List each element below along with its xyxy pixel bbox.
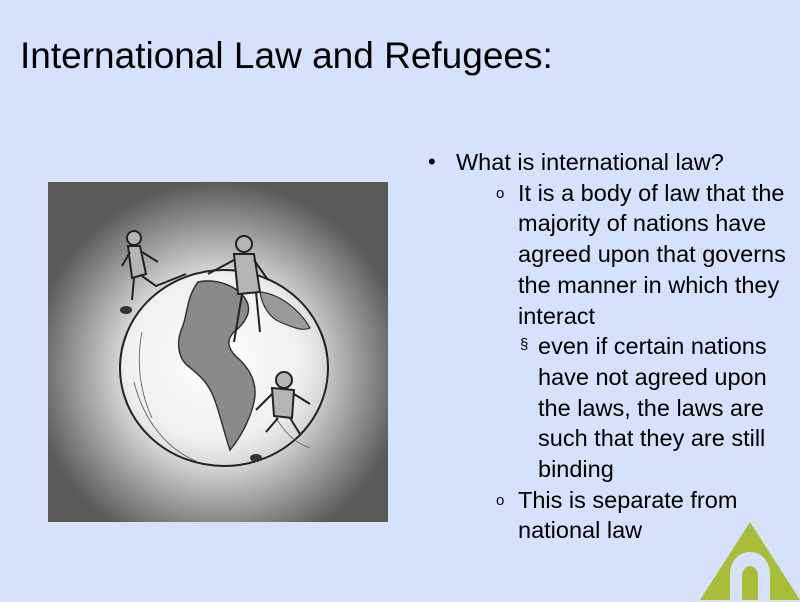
bullet-section-icon: § [520, 336, 529, 354]
bullet-text: even if certain nations have not agreed upon the laws, the laws are such that they are still binding [538, 333, 767, 483]
bullet-text: It is a body of law that the majority of nations have agreed upon that governs the manner in which they interact [518, 179, 786, 329]
slide-title: International Law and Refugees: [20, 35, 553, 76]
bullet-item-question [425, 147, 795, 546]
bullet-content [425, 147, 795, 546]
bullet-item-detail [519, 331, 795, 485]
globe-figures-illustration [48, 182, 388, 522]
bullet-text: What is international law? [456, 149, 724, 175]
bullet-circle-icon: o [496, 184, 505, 202]
bullet-dot-icon: • [428, 149, 436, 174]
triangle-keyhole-logo-icon [698, 518, 800, 602]
bullet-text: This is separate from national law [518, 486, 738, 544]
bullet-circle-icon: o [496, 491, 505, 509]
bullet-item-answer [487, 178, 795, 485]
